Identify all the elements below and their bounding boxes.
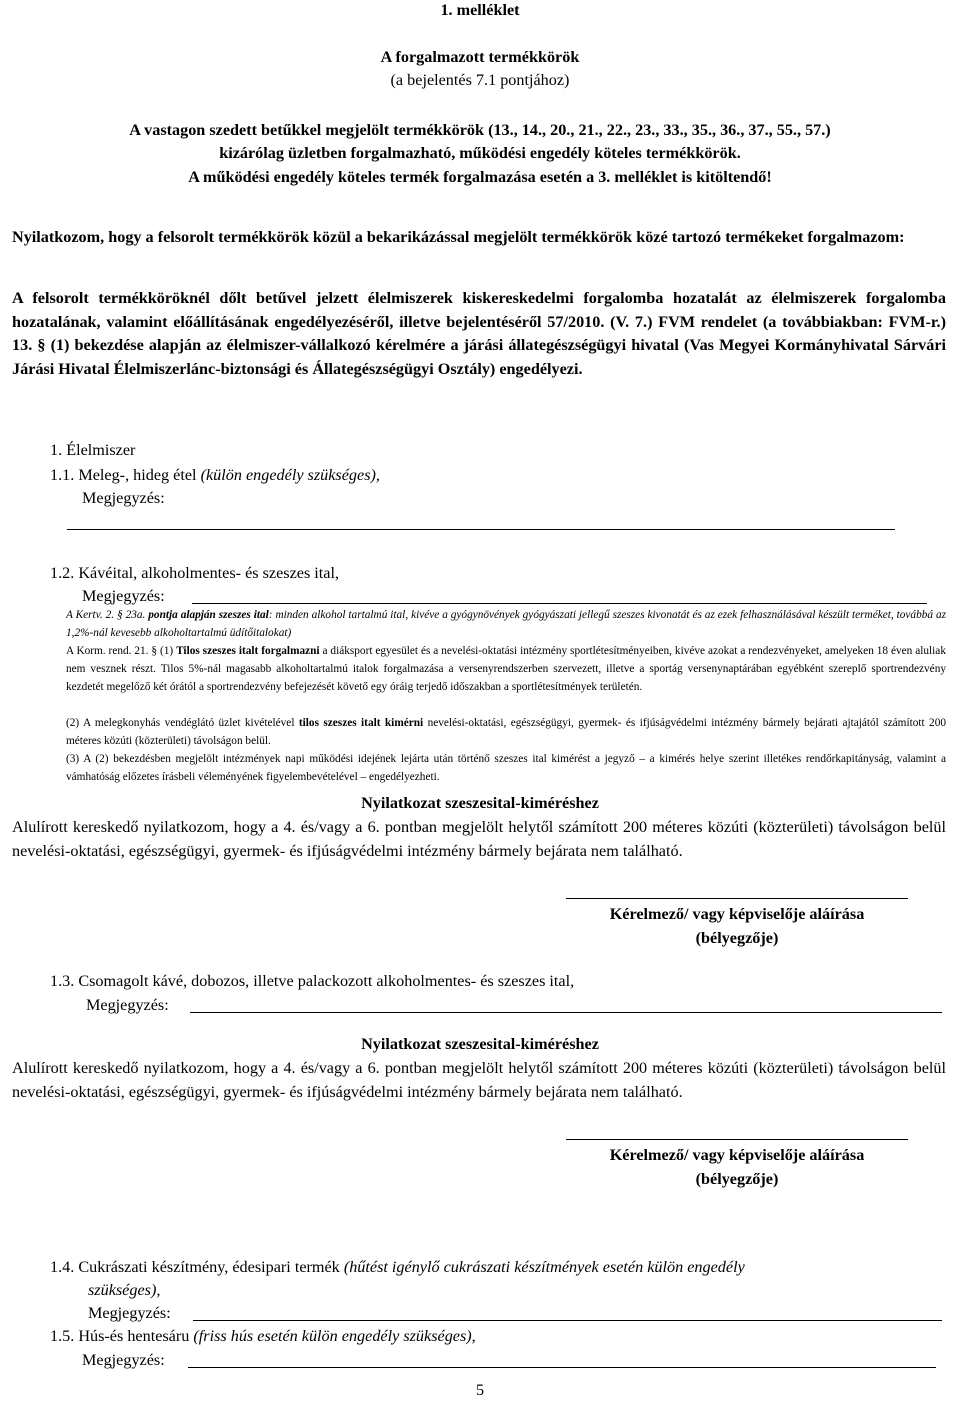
note-line-1-1[interactable] xyxy=(67,529,895,530)
note-line-1-4[interactable] xyxy=(193,1320,942,1321)
legal-korm-ref: A Korm. rend. 21. § (1) xyxy=(66,645,174,657)
note-label-1-3: Megjegyzés: xyxy=(86,996,169,1014)
section-1-4-note-cont: szükséges), xyxy=(88,1281,161,1299)
legal-p3: (3) A (2) bekezdésben megjelölt intézmények napi működési idejének lejárta után történő szeszes ital kimérést a jegyző – a kimérés helye szerint illetékes rendőrkapitányság, valamint a vámhatóság előzetes írásbeli véleményének figyelembevételével – engedélyezheti. xyxy=(66,753,946,783)
intro-line-3: A működési engedély köteles termék forgalmazása esetén a 3. melléklet is kitöltendő! xyxy=(188,168,772,186)
note-label-1-5: Megjegyzés: xyxy=(82,1351,165,1369)
legal-korm-text: a diáksport egyesület és a nevelési-oktatási intézmény sportlétesítményeiben, kivéve azokat a rendezvényeket, amelyeken 18 éven aluliak nem vesznek részt. Tilos 5%-nál magasabb alkoholtartalmú italok forgalmazása a versenyrendszerben szervezett, illetve a sportág versenynaptárában egyébként szereplő sportrendezvény kezdetét megelőző két órától a sportrendezvény befejezését követő egy óráig terjedő időszakban a sportlétesítmények területén. xyxy=(66,645,946,693)
section-1-4-note: (hűtést igénylő cukrászati készítmények esetén külön engedély xyxy=(343,1258,745,1276)
note-label-1-1: Megjegyzés: xyxy=(82,489,165,507)
section-1-5-label: 1.5. Hús-és hentesáru xyxy=(50,1327,194,1345)
note-line-1-5[interactable] xyxy=(188,1367,936,1368)
section-1-1 xyxy=(50,465,380,486)
section-1-5-note: (friss hús esetén külön engedély szükséges), xyxy=(193,1327,476,1345)
signature-line-1[interactable] xyxy=(566,898,908,899)
declaration-title-2: Nyilatkozat szeszesital-kiméréshez xyxy=(361,1035,599,1053)
note-line-1-3[interactable] xyxy=(190,1012,942,1013)
legal-kertv-ref: A Kertv. 2. § 23a. xyxy=(66,609,146,621)
legal-p2 xyxy=(66,714,946,750)
legal-p2-bold: tilos szeszes italt kimérni xyxy=(298,717,424,729)
notice-paragraph xyxy=(12,287,946,381)
legal-p2-text: nevelési-oktatási, egészségügyi, gyermek- és ifjúságvédelmi intézmény bármely bejárati ajtajától számított 200 méteres közúti (közterületi) távolságon belül. xyxy=(66,717,947,747)
legal-korm-bold: Tilos szeszes italt forgalmazni xyxy=(176,645,320,657)
signature-line-2[interactable] xyxy=(566,1139,908,1140)
legal-p2-start: (2) A melegkonyhás vendéglátó üzlet kivételével xyxy=(66,717,295,729)
note-line-1-2[interactable] xyxy=(192,603,927,604)
legal-kertv-bold: pontja alapján szeszes ital xyxy=(148,609,269,621)
legal-kertv-text: : minden alkohol tartalmú ital, kivéve a gyógynövények gyógyászati jellegű szeszes kivonatát és az ezek felhasználásával készült terméket, továbbá az 1,2%-nál kevesebb alkoholtartalmú üdítőitalokat) xyxy=(66,609,946,639)
intro-line-2: kizárólag üzletben forgalmazható, működési engedély köteles termékkörök. xyxy=(219,144,741,162)
section-1-5 xyxy=(50,1326,476,1347)
section-1-4-cont xyxy=(88,1280,160,1301)
notice-bold: A felsorolt termékköröknél dőlt betűvel jelzett élelmiszerek kiskereskedelmi forgalomba hozatalát az élelmiszerek forgalomba hozatalának, valamint előállításának engedélyezéséről, illetve bejelentéséről 57/2010. (V. 7.) FVM rendelet (a továbbiakban: FVM-r.) 13. xyxy=(12,289,946,354)
legal-kertv xyxy=(66,606,946,642)
stamp-label-2: (bélyegzője) xyxy=(695,1170,779,1188)
stamp-label-1: (bélyegzője) xyxy=(695,929,779,947)
legal-korm xyxy=(66,642,946,696)
section-1-1-label: 1.1. Meleg-, hideg étel xyxy=(50,466,201,484)
declaration-text: Nyilatkozom, hogy a felsorolt termékkörök közül a bekarikázással megjelölt termékkörök közé tartozó termékeket forgalmazom: xyxy=(12,228,905,246)
section-1-2: 1.2. Kávéital, alkoholmentes- és szeszes ital, xyxy=(50,564,340,582)
section-1-4-label: 1.4. Cukrászati készítmény, édesipari termék xyxy=(50,1258,344,1276)
section-1-3: 1.3. Csomagolt kávé, dobozos, illetve palackozott alkoholmentes- és szeszes ital, xyxy=(50,972,575,990)
note-label-1-2: Megjegyzés: xyxy=(82,587,165,605)
note-label-1-4: Megjegyzés: xyxy=(88,1304,171,1322)
signature-label-2: Kérelmező/ vagy képviselője aláírása xyxy=(609,1146,865,1164)
declaration-text-1: Alulírott kereskedő nyilatkozom, hogy a 4. és/vagy a 6. pontban megjelölt helytől számított 200 méteres közúti (közterületi) távolságon belül nevelési-oktatási, egészségügyi, gyermek- és ifjúságvédelmi intézmény bármely bejárata nem található. xyxy=(12,818,946,860)
document-subtitle: (a bejelentés 7.1 pontjához) xyxy=(390,71,570,89)
section-1-heading: 1. Élelmiszer xyxy=(50,441,136,459)
intro-line-1: A vastagon szedett betűkkel megjelölt termékkörök (13., 14., 20., 21., 22., 23., 33., 35., 36., 37., 55., 57.) xyxy=(129,121,831,139)
declaration-text-2: Alulírott kereskedő nyilatkozom, hogy a 4. és/vagy a 6. pontban megjelölt helytől számított 200 méteres közúti (közterületi) távolságon belül nevelési-oktatási, egészségügyi, gyermek- és ifjúságvédelmi intézmény bármely bejárata nem található. xyxy=(12,1059,946,1101)
section-1-4 xyxy=(50,1257,946,1278)
signature-label-1: Kérelmező/ vagy képviselője aláírása xyxy=(609,905,865,923)
notice-regular: § (1) bekezdése alapján az élelmiszer-vállalkozó kérelmére a járási állategészségügyi hivatal (Vas Megyei Kormányhivatal Sárvári Járási Hivatal Élelmiszerlánc-biztonsági és Állategészségügyi Osztály) engedélyezi. xyxy=(12,336,947,378)
document-title: A forgalmazott termékkörök xyxy=(380,48,580,66)
page-number: 5 xyxy=(475,1381,485,1399)
section-1-1-note: (külön engedély szükséges), xyxy=(200,466,380,484)
declaration-title-1: Nyilatkozat szeszesital-kiméréshez xyxy=(361,794,599,812)
annex-label: 1. melléklet xyxy=(440,1,520,19)
